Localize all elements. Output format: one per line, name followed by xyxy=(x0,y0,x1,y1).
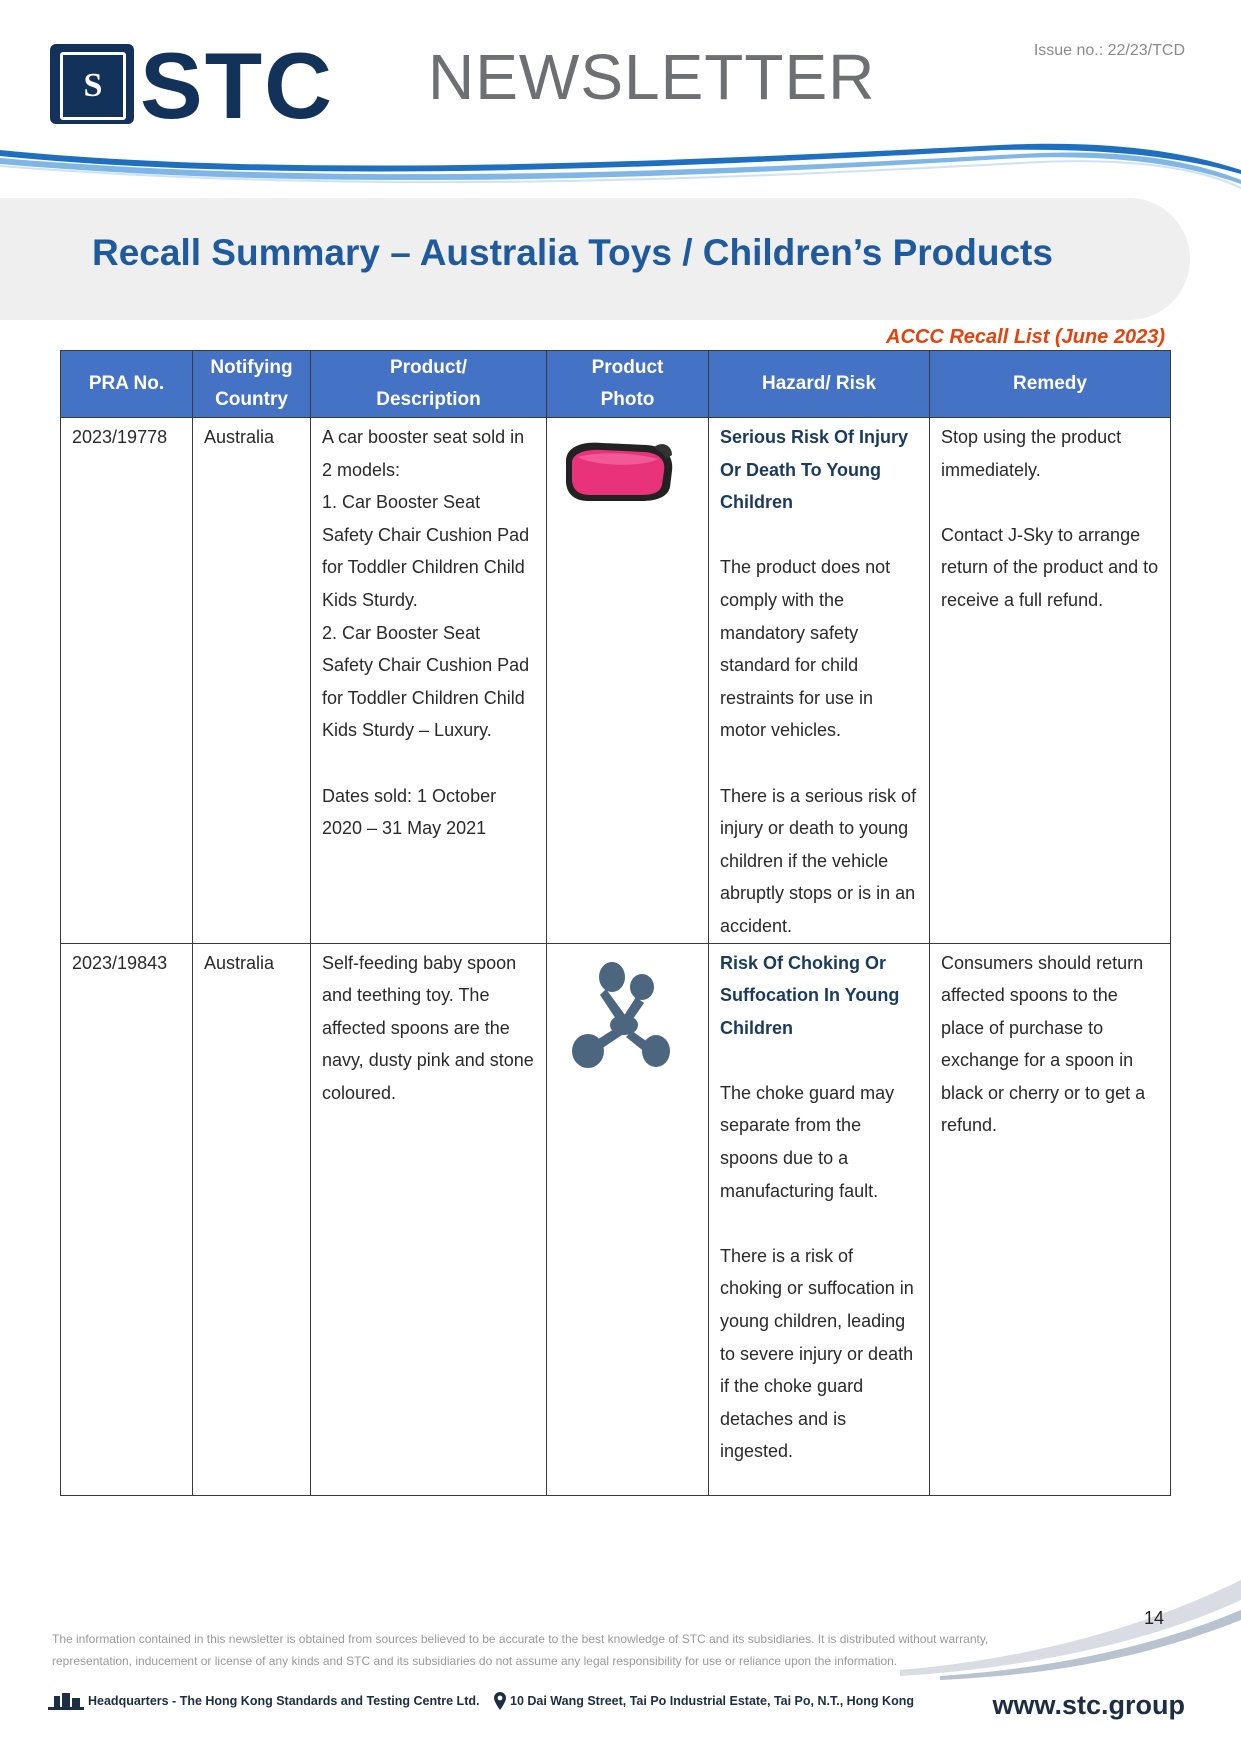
newsletter-label: NEWSLETTER xyxy=(428,41,876,113)
cell-hazard xyxy=(709,418,930,944)
stc-logo xyxy=(50,33,350,138)
description-line: 1. Car Booster Seat Safety Chair Cushion Pad for Toddler Children Child Kids Sturdy. xyxy=(322,492,530,610)
address-text: 10 Dai Wang Street, Tai Po Industrial Estate, Tai Po, N.T., Hong Kong xyxy=(510,1694,914,1708)
header-product-photo: Product Photo xyxy=(547,351,709,418)
cell-pra-no: 2023/19843 xyxy=(61,943,193,1495)
cell-remedy xyxy=(930,943,1171,1495)
cell-country: Australia xyxy=(193,418,311,944)
header-product-description: Product/ Description xyxy=(311,351,547,418)
baby-spoon-teething-toy-photo xyxy=(566,959,676,1071)
hazard-detail: There is a serious risk of injury or death to young children if the vehicle abruptly stops or is in an accident. xyxy=(720,785,917,936)
hazard-title: Serious Risk Of Injury Or Death To Young Children xyxy=(720,427,909,513)
cell-description xyxy=(311,943,547,1495)
header-notifying-country: Notifying Country xyxy=(193,351,311,418)
cell-description xyxy=(311,418,547,944)
website-link[interactable]: www.stc.group xyxy=(992,1690,1185,1720)
hazard-detail: There is a risk of choking or suffocation in young children, leading to severe injury or death if the choke guard detaches and is ingested. xyxy=(720,1245,914,1462)
disclaimer: The information contained in this newsletter is obtained from sources believed to be accurate to the best knowledge of STC and its subsidiaries. It is distributed without warranty, representation, inducement or license of any kinds and STC and its subsidiaries do not assume any legal responsibility for use or reliance upon the information. xyxy=(52,1632,989,1668)
description-dates-sold: Dates sold: 1 October 2020 – 31 May 2021 xyxy=(322,785,497,839)
recall-table xyxy=(60,350,1171,1496)
list-caption: ACCC Recall List (June 2023) xyxy=(886,326,1165,348)
header-remedy: Remedy xyxy=(930,351,1171,418)
remedy-text: Stop using the product immediately. xyxy=(941,427,1122,480)
cell-photo xyxy=(547,943,709,1495)
cell-country: Australia xyxy=(193,943,311,1495)
remedy-text: Consumers should return affected spoons to the place of purchase to exchange for a spoon in black or cherry or to get a refund. xyxy=(941,952,1146,1136)
table-header-row xyxy=(61,351,1171,418)
cell-remedy xyxy=(930,418,1171,944)
description-line: A car booster seat sold in 2 models: xyxy=(322,427,525,480)
description-line: Self-feeding baby spoon and teething toy. The affected spoons are the navy, dusty pink and stone coloured. xyxy=(322,952,534,1103)
header-pra-no: PRA No. xyxy=(61,351,193,418)
cell-photo xyxy=(547,418,709,944)
headquarters-text: Headquarters - The Hong Kong Standards and Testing Centre Ltd. xyxy=(88,1694,480,1708)
page-title: Recall Summary – Australia Toys / Children’s Products xyxy=(92,232,1053,273)
title-band xyxy=(0,198,1190,320)
table-row xyxy=(61,418,1171,944)
description-line: 2. Car Booster Seat Safety Chair Cushion Pad for Toddler Children Child Kids Sturdy – Luxury. xyxy=(322,622,530,741)
car-booster-seat-photo xyxy=(558,433,678,505)
hazard-detail: The product does not comply with the mandatory safety standard for child restraints for use in motor vehicles. xyxy=(720,557,891,741)
header-swoosh xyxy=(0,140,1241,200)
hazard-detail: The choke guard may separate from the spoons due to a manufacturing fault. xyxy=(720,1082,895,1201)
table-row xyxy=(61,943,1171,1495)
remedy-text: Contact J-Sky to arrange return of the product and to receive a full refund. xyxy=(941,524,1159,610)
cell-pra-no: 2023/19778 xyxy=(61,418,193,944)
stc-monogram-icon: S xyxy=(50,44,134,124)
address-line xyxy=(494,1692,914,1710)
header-hazard-risk: Hazard/ Risk xyxy=(709,351,930,418)
headquarters-line xyxy=(48,1692,479,1710)
logo-wordmark: STC xyxy=(140,33,334,138)
building-icon xyxy=(48,1692,84,1710)
cell-hazard xyxy=(709,943,930,1495)
location-pin-icon xyxy=(494,1692,506,1710)
page-number: 14 xyxy=(1144,1608,1165,1628)
issue-number: Issue no.: 22/23/TCD xyxy=(1033,42,1185,59)
hazard-title: Risk Of Choking Or Suffocation In Young Children xyxy=(720,952,900,1038)
